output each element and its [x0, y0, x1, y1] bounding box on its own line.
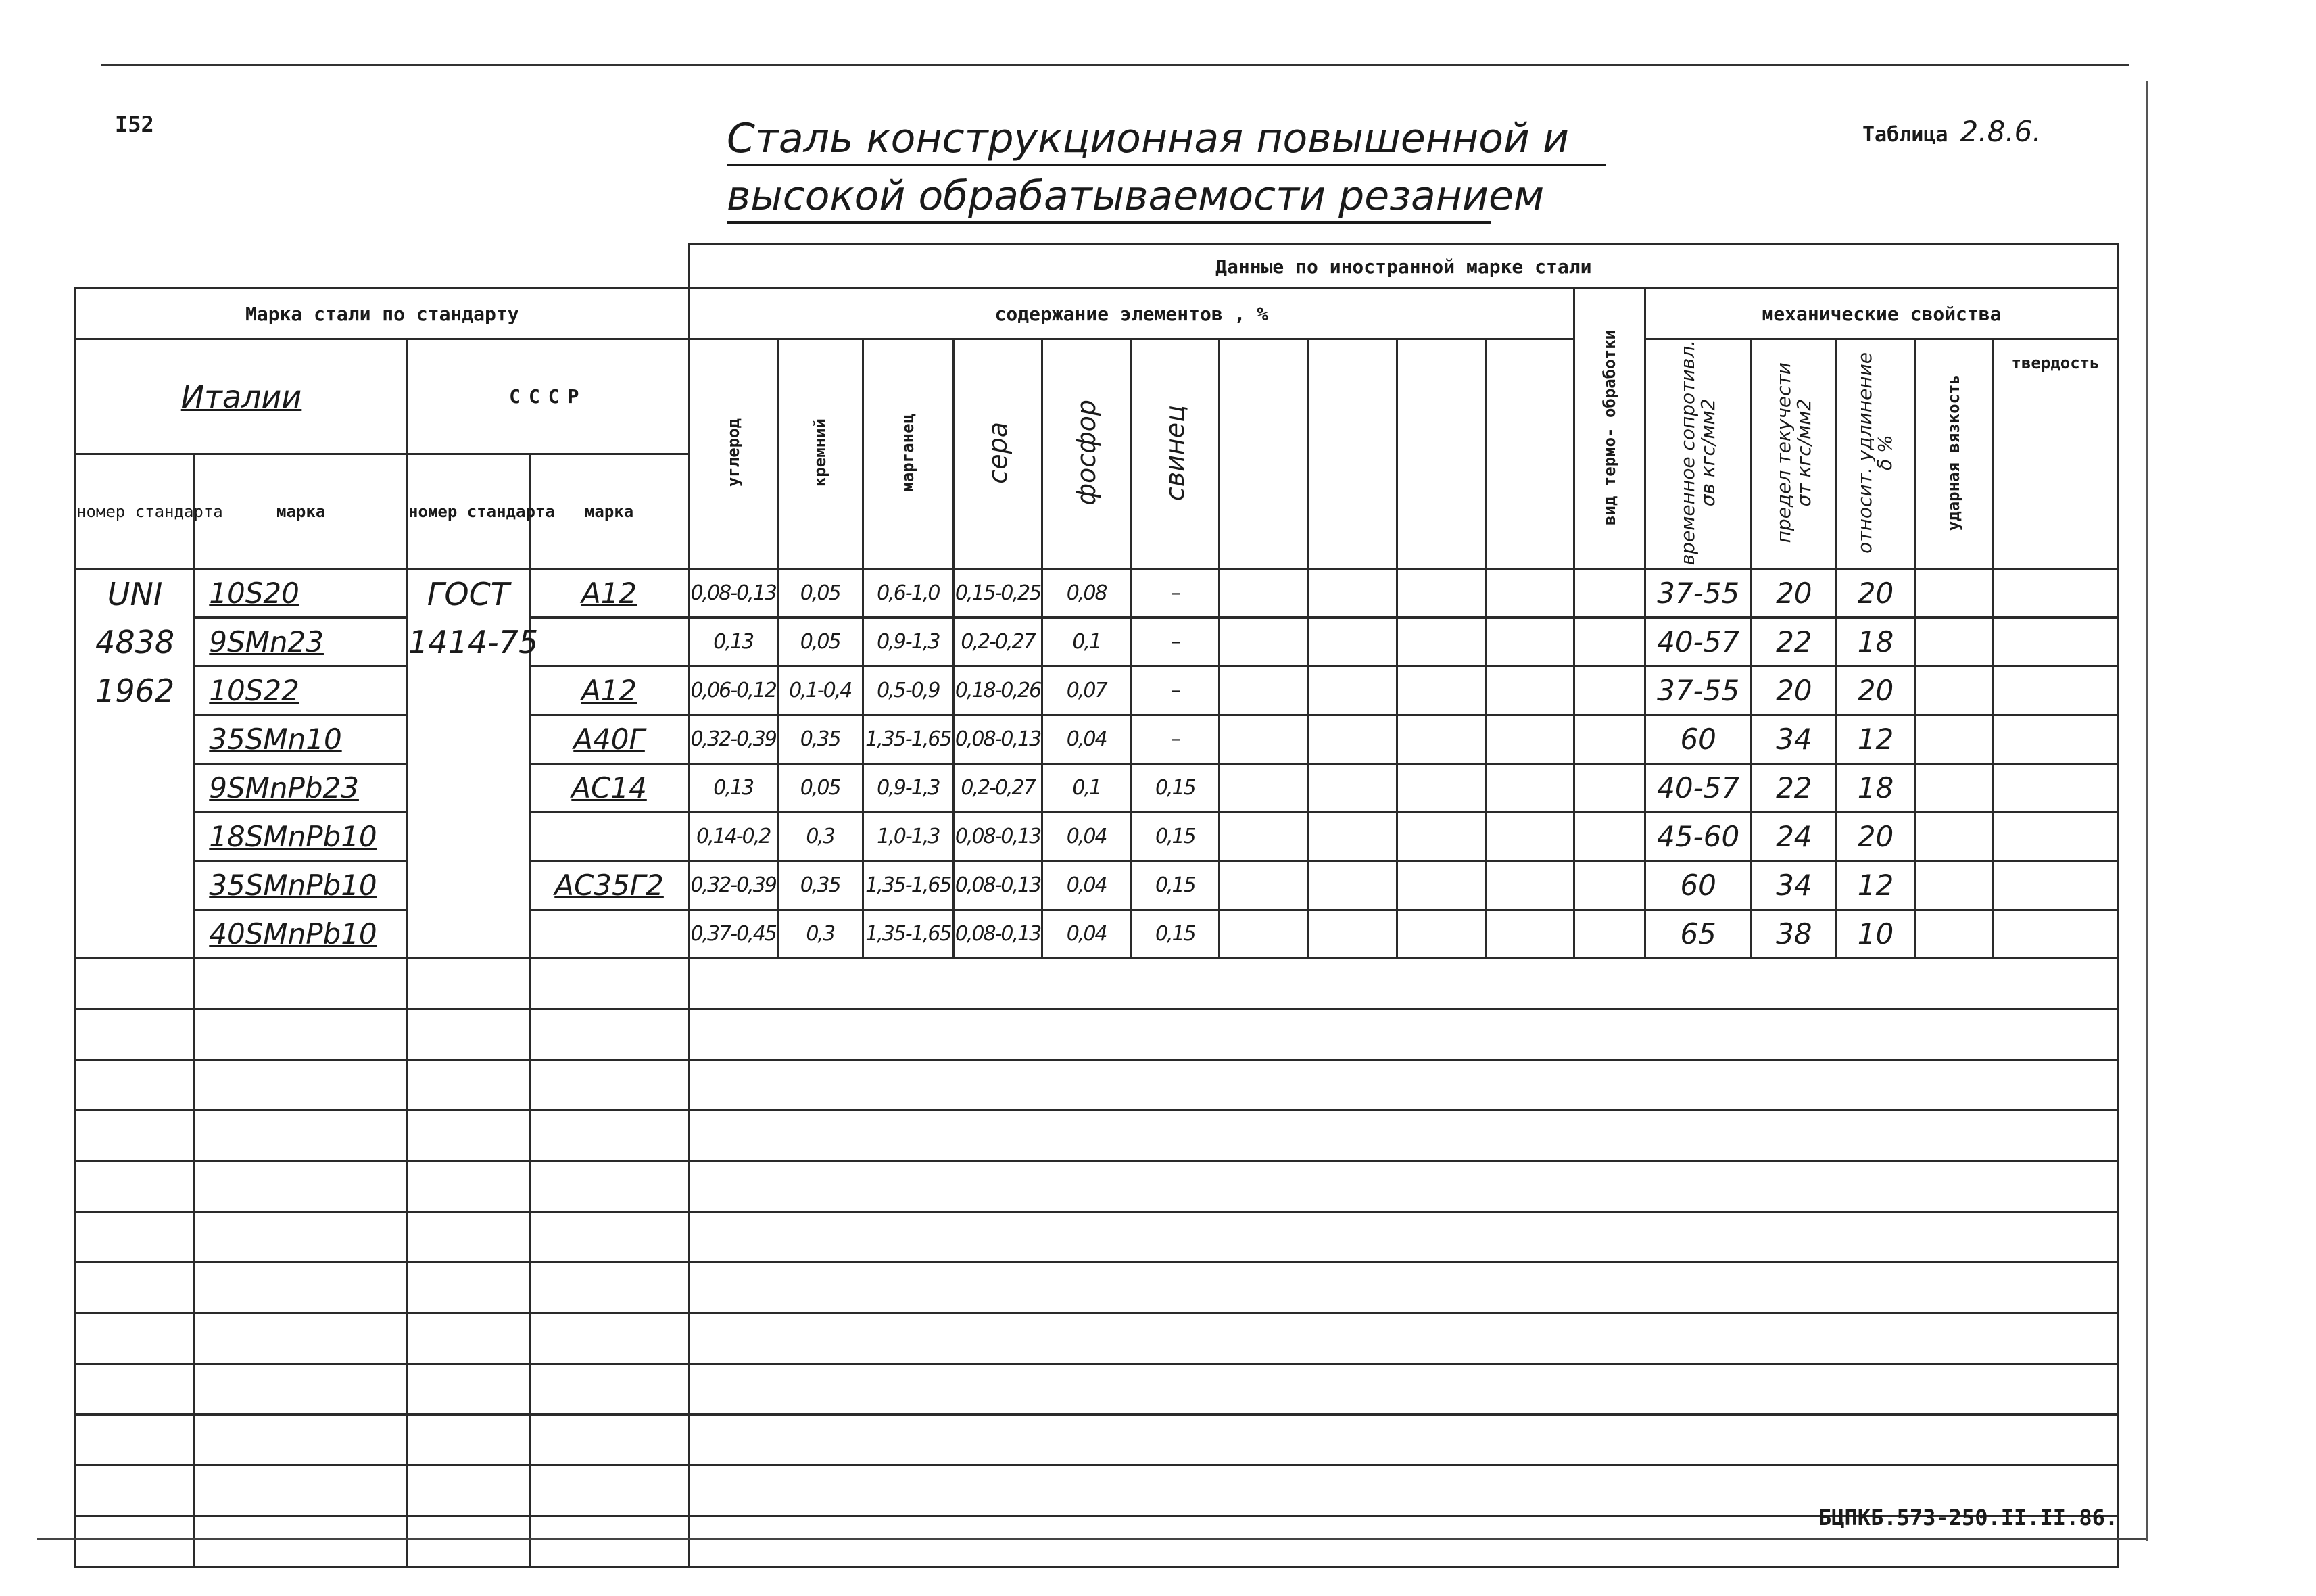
p-cell: 0,04 [1042, 715, 1131, 764]
tensile-cell: 45-60 [1645, 813, 1751, 861]
s-cell: 0,08-0,13 [953, 715, 1042, 764]
empty-row [76, 1313, 2119, 1364]
header-row-1 [76, 245, 2119, 289]
empty-row [76, 1212, 2119, 1263]
header-hardness: твердость [1993, 339, 2119, 569]
mn-cell: 1,35-1,65 [863, 715, 953, 764]
s-cell: 0,08-0,13 [953, 910, 1042, 959]
yield-cell: 22 [1752, 764, 1837, 813]
c-cell: 0,06-0,12 [689, 667, 777, 715]
yield-cell: 22 [1752, 618, 1837, 667]
s-cell: 0,08-0,13 [953, 861, 1042, 910]
p-cell: 0,04 [1042, 813, 1131, 861]
empty-row [76, 1516, 2119, 1567]
page-number: I52 [115, 112, 154, 137]
empty-row [76, 1415, 2119, 1466]
header-foreign-data: Данные по иностранной марке стали [689, 245, 2118, 289]
grade-cell: 9SMnPb23 [195, 764, 408, 813]
yield-cell: 38 [1752, 910, 1837, 959]
empty-row [76, 959, 2119, 1009]
title-line-2: высокой обрабатываемости резанием [727, 172, 1491, 224]
top-rule [101, 64, 2129, 66]
bottom-rule [37, 1538, 2146, 1540]
grade-cell: 10S20 [195, 569, 408, 618]
c-cell: 0,37-0,45 [689, 910, 777, 959]
header-lead: свинец [1131, 339, 1220, 569]
pb-cell: 0,15 [1131, 861, 1220, 910]
header-ussr-grade: марка [529, 454, 689, 569]
mn-cell: 1,0-1,3 [863, 813, 953, 861]
header-silicon: кремний [777, 339, 863, 569]
header-manganese: марганец [863, 339, 953, 569]
pb-cell: 0,15 [1131, 764, 1220, 813]
elong-cell: 20 [1837, 569, 1914, 618]
empty-row [76, 1111, 2119, 1161]
header-grade-by-standard: Марка стали по стандарту [76, 289, 690, 339]
si-cell: 0,35 [777, 715, 863, 764]
pb-cell: – [1131, 715, 1220, 764]
table-row [76, 861, 2119, 910]
pb-cell: – [1131, 667, 1220, 715]
table-row [76, 813, 2119, 861]
tensile-cell: 37-55 [1645, 667, 1751, 715]
ussr-standard-line: 1414-75 [408, 618, 529, 667]
table-row [76, 667, 2119, 715]
si-cell: 0,05 [777, 569, 863, 618]
table-row [76, 715, 2119, 764]
empty-row [76, 1263, 2119, 1313]
empty-row [76, 1060, 2119, 1111]
c-cell: 0,32-0,39 [689, 861, 777, 910]
tensile-cell: 65 [1645, 910, 1751, 959]
tensile-cell: 60 [1645, 861, 1751, 910]
tensile-cell: 60 [1645, 715, 1751, 764]
table-number: 2.8.6. [1960, 115, 2042, 148]
p-cell: 0,1 [1042, 764, 1131, 813]
header-mechanical: механические свойства [1645, 289, 2118, 339]
p-cell: 0,04 [1042, 861, 1131, 910]
c-cell: 0,14-0,2 [689, 813, 777, 861]
pb-cell: 0,15 [1131, 910, 1220, 959]
empty-row [76, 1009, 2119, 1060]
mn-cell: 1,35-1,65 [863, 861, 953, 910]
ussr-grade-cell [529, 910, 689, 959]
yield-cell: 24 [1752, 813, 1837, 861]
si-cell: 0,35 [777, 861, 863, 910]
s-cell: 0,08-0,13 [953, 813, 1042, 861]
pb-cell: – [1131, 618, 1220, 667]
pb-cell: 0,15 [1131, 813, 1220, 861]
tensile-cell: 37-55 [1645, 569, 1751, 618]
p-cell: 0,1 [1042, 618, 1131, 667]
header-row-2 [76, 289, 2119, 339]
ussr-grade-cell [529, 813, 689, 861]
p-cell: 0,04 [1042, 910, 1131, 959]
c-cell: 0,13 [689, 764, 777, 813]
ussr-grade-cell: АС35Г2 [529, 861, 689, 910]
italy-standard-line: 1962 [76, 667, 195, 715]
ussr-grade-cell: А12 [529, 667, 689, 715]
table-label [1862, 115, 2042, 148]
p-cell: 0,08 [1042, 569, 1131, 618]
yield-cell: 20 [1752, 569, 1837, 618]
header-impact: ударная вязкость [1914, 339, 1992, 569]
si-cell: 0,3 [777, 910, 863, 959]
header-yield: предел текучести σт кгс/мм2 [1752, 339, 1837, 569]
header-ussr-standard-no: номер стандарта [408, 454, 529, 569]
c-cell: 0,08-0,13 [689, 569, 777, 618]
header-grade: марка [195, 454, 408, 569]
mn-cell: 0,6-1,0 [863, 569, 953, 618]
si-cell: 0,1-0,4 [777, 667, 863, 715]
empty-row [76, 1466, 2119, 1516]
elong-cell: 12 [1837, 715, 1914, 764]
table-row [76, 618, 2119, 667]
ussr-standard-line: ГОСТ [408, 569, 529, 618]
footer-code: БЦПКБ.573-250.II.II.86. [1818, 1505, 2119, 1530]
elong-cell: 20 [1837, 813, 1914, 861]
mn-cell: 1,35-1,65 [863, 910, 953, 959]
ussr-grade-cell: АС14 [529, 764, 689, 813]
mn-cell: 0,5-0,9 [863, 667, 953, 715]
empty-row [76, 1161, 2119, 1212]
right-edge-rule [2146, 81, 2148, 1541]
italy-standard-line: 4838 [76, 618, 195, 667]
grade-cell: 40SMnPb10 [195, 910, 408, 959]
elong-cell: 12 [1837, 861, 1914, 910]
si-cell: 0,05 [777, 618, 863, 667]
elong-cell: 10 [1837, 910, 1914, 959]
p-cell: 0,07 [1042, 667, 1131, 715]
pb-cell: – [1131, 569, 1220, 618]
grade-cell: 9SMn23 [195, 618, 408, 667]
table-row [76, 569, 2119, 618]
header-sulfur: сера [953, 339, 1042, 569]
table-row [76, 764, 2119, 813]
elong-cell: 18 [1837, 618, 1914, 667]
c-cell: 0,32-0,39 [689, 715, 777, 764]
yield-cell: 20 [1752, 667, 1837, 715]
s-cell: 0,2-0,27 [953, 618, 1042, 667]
s-cell: 0,18-0,26 [953, 667, 1042, 715]
title-line-1: Сталь конструкционная повышенной и [727, 115, 1606, 166]
grade-cell: 10S22 [195, 667, 408, 715]
tensile-cell: 40-57 [1645, 618, 1751, 667]
grade-cell: 18SMnPb10 [195, 813, 408, 861]
ussr-grade-cell: А12 [529, 569, 689, 618]
table-row [76, 910, 2119, 959]
si-cell: 0,05 [777, 764, 863, 813]
header-tensile: временное сопротивл. σв кгс/мм2 [1645, 339, 1751, 569]
elong-cell: 18 [1837, 764, 1914, 813]
elong-cell: 20 [1837, 667, 1914, 715]
tensile-cell: 40-57 [1645, 764, 1751, 813]
s-cell: 0,2-0,27 [953, 764, 1042, 813]
header-carbon: углерод [689, 339, 777, 569]
steel-table [74, 243, 2119, 1568]
header-phosphorus: фосфор [1042, 339, 1131, 569]
si-cell: 0,3 [777, 813, 863, 861]
header-country-italy: Италии [76, 339, 408, 454]
c-cell: 0,13 [689, 618, 777, 667]
italy-standard-line: UNI [76, 569, 195, 618]
yield-cell: 34 [1752, 715, 1837, 764]
grade-cell: 35SMn10 [195, 715, 408, 764]
header-elongation: относит. удлинение δ % [1837, 339, 1914, 569]
empty-row [76, 1364, 2119, 1415]
ussr-grade-cell: А40Г [529, 715, 689, 764]
header-element-content: содержание элементов , % [689, 289, 1574, 339]
mn-cell: 0,9-1,3 [863, 618, 953, 667]
header-heat-treatment: вид термо- обработки [1574, 289, 1645, 569]
s-cell: 0,15-0,25 [953, 569, 1042, 618]
grade-cell: 35SMnPb10 [195, 861, 408, 910]
mn-cell: 0,9-1,3 [863, 764, 953, 813]
header-row-3 [76, 339, 2119, 454]
yield-cell: 34 [1752, 861, 1837, 910]
table-label-text: Таблица [1862, 123, 1948, 147]
header-country-ussr: СССР [408, 339, 690, 454]
header-standard-no: номер стандарта [76, 454, 195, 569]
ussr-grade-cell [529, 618, 689, 667]
